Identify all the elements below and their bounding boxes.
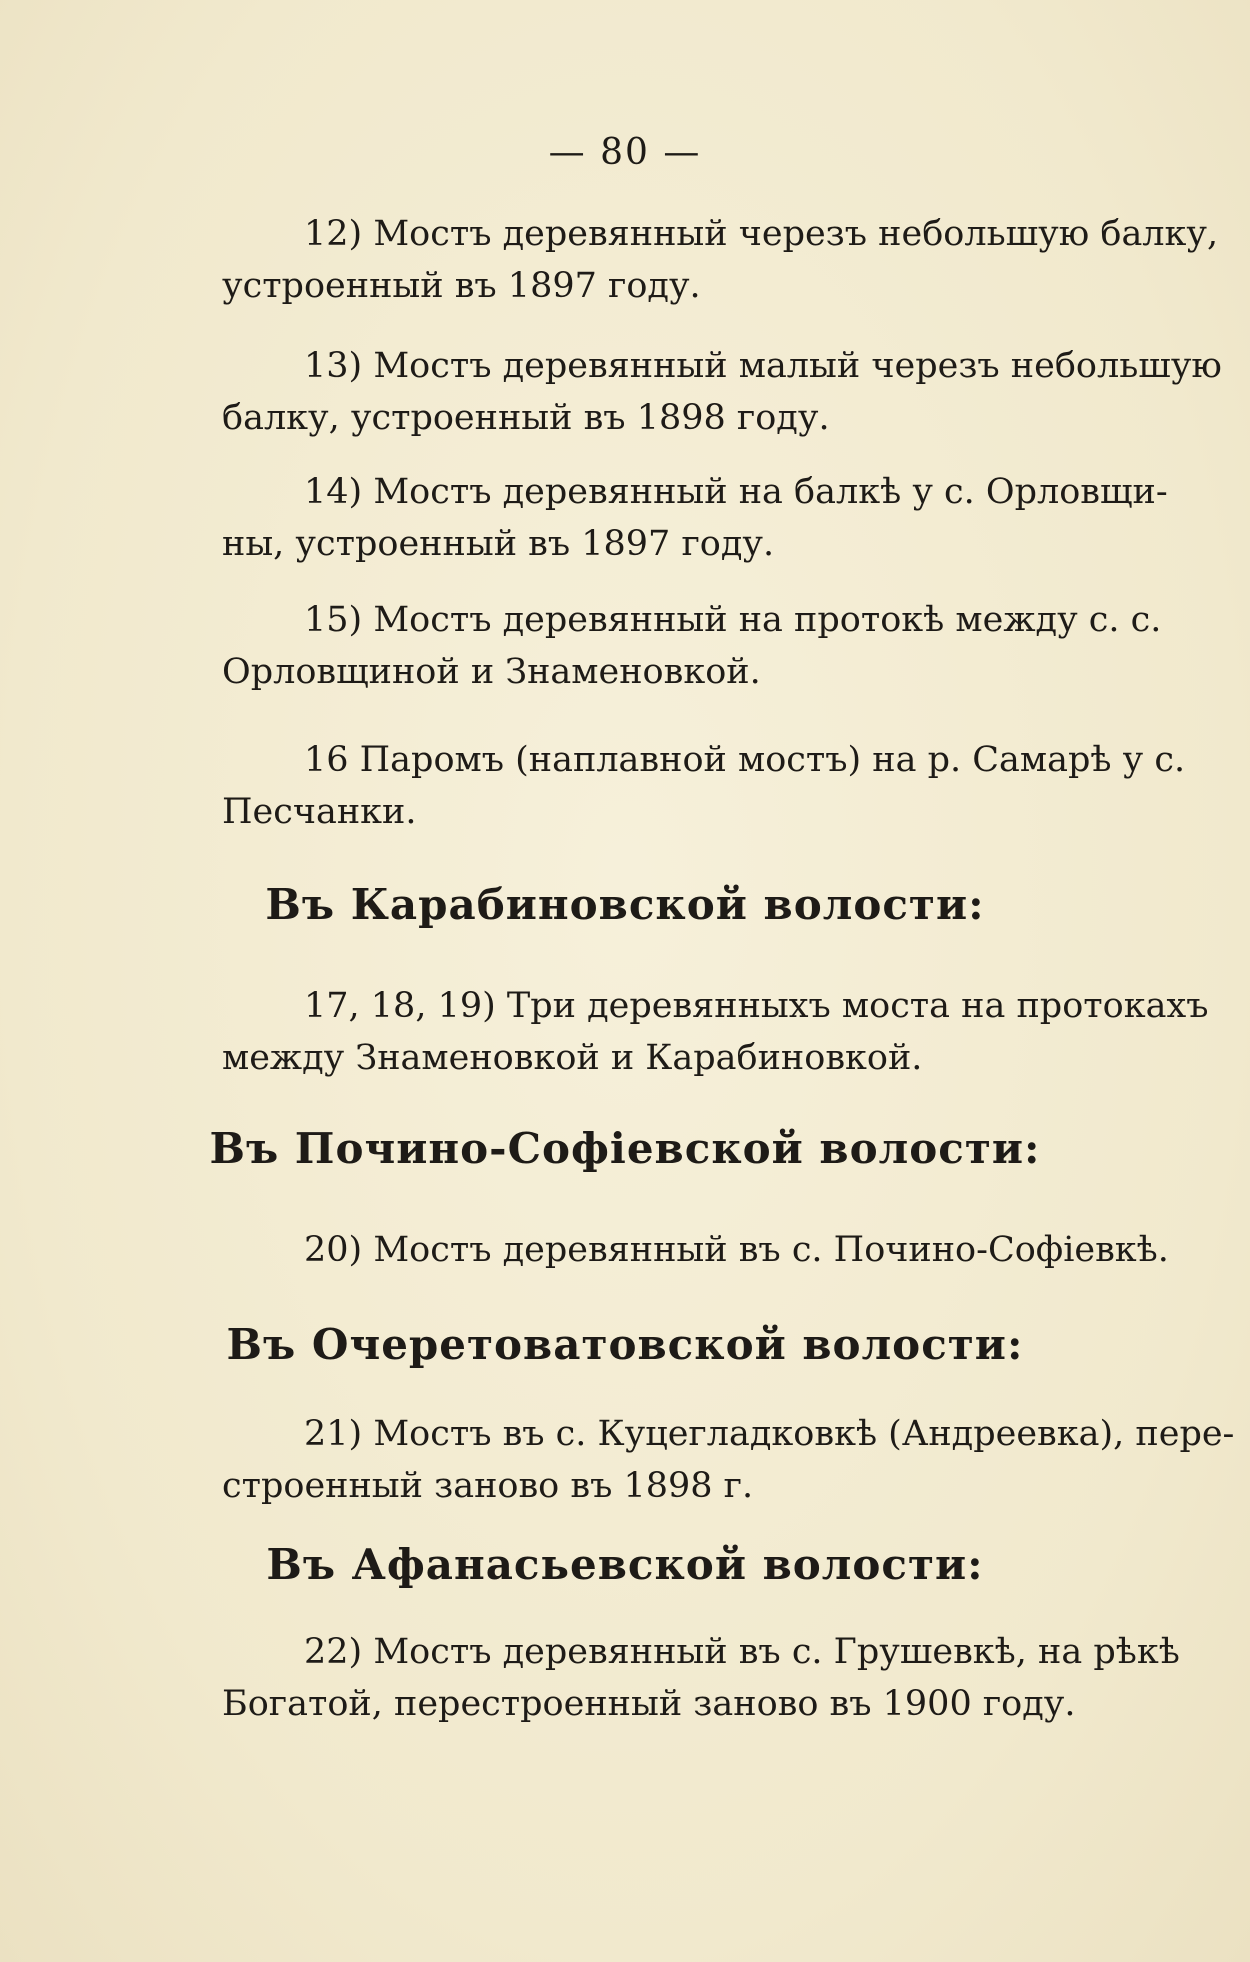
section-heading: Въ Афанасьевской волости: bbox=[266, 1540, 984, 1589]
entry-16 bbox=[222, 734, 1186, 838]
entry-line: 12) Мостъ деревянный черезъ небольшую балку, bbox=[304, 214, 1219, 254]
entry-21 bbox=[222, 1408, 1235, 1512]
entry-15 bbox=[222, 594, 1178, 698]
entry-line: устроенный въ 1897 году. bbox=[222, 266, 701, 306]
entry-14 bbox=[222, 466, 1178, 570]
entry-line: 22) Мостъ деревянный въ с. Грушевкѣ, на рѣкѣ bbox=[304, 1632, 1180, 1672]
entry-line: 17, 18, 19) Три деревянныхъ моста на протокахъ bbox=[304, 986, 1209, 1026]
page-number: — 80 — bbox=[548, 132, 702, 173]
entry-line: балку, устроенный въ 1898 году. bbox=[222, 398, 830, 438]
entry-line: 14) Мостъ деревянный на балкѣ у с. Орловщи- bbox=[304, 472, 1168, 512]
entry-12 bbox=[222, 208, 1219, 312]
section-heading: Въ Карабиновской волости: bbox=[265, 880, 985, 929]
entry-line: между Знаменовкой и Карабиновкой. bbox=[222, 1038, 923, 1078]
entry-line: 21) Мостъ въ с. Куцегладковкѣ (Андреевка), пере- bbox=[304, 1414, 1235, 1454]
entry-line: 20) Мостъ деревянный въ с. Почино-Софіевкѣ. bbox=[304, 1230, 1169, 1270]
entry-line: Песчанки. bbox=[222, 792, 417, 832]
entry-line: 15) Мостъ деревянный на протокѣ между с. с. bbox=[304, 600, 1162, 640]
entry-line: Богатой, перестроенный заново въ 1900 году. bbox=[222, 1684, 1076, 1724]
entry-line: строенный заново въ 1898 г. bbox=[222, 1466, 754, 1506]
section-heading: Въ Почино-Софіевской волости: bbox=[209, 1124, 1041, 1173]
entry-line: ны, устроенный въ 1897 году. bbox=[222, 524, 775, 564]
entry-line: 16 Паромъ (наплавной мостъ) на р. Самарѣ у с. bbox=[304, 740, 1186, 780]
entry-13 bbox=[222, 340, 1222, 444]
section-heading: Въ Очеретоватовской волости: bbox=[226, 1320, 1024, 1369]
entry-line: Орловщиной и Знаменовкой. bbox=[222, 652, 761, 692]
entry-20 bbox=[222, 1224, 1178, 1276]
entry-22 bbox=[222, 1626, 1178, 1730]
entry-17-19 bbox=[222, 980, 1209, 1084]
entry-line: 13) Мостъ деревянный малый черезъ небольшую bbox=[304, 346, 1222, 386]
